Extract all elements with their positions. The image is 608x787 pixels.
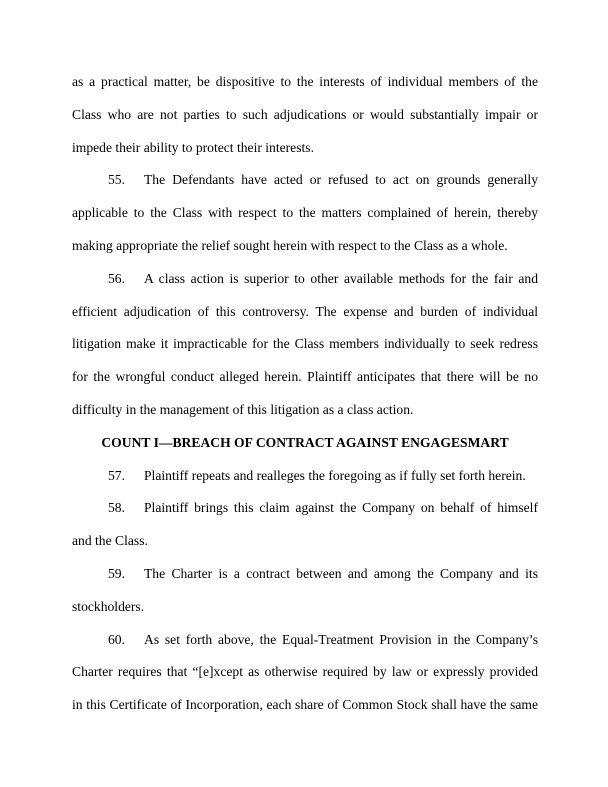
- paragraph-line: Plaintiff brings this claim against the Company on behalf of himself: [144, 500, 538, 516]
- paragraph-57-first-line: [72, 460, 538, 493]
- paragraph-line: A class action is superior to other available methods for the fair and: [144, 270, 538, 286]
- paragraph-line: Charter requires that “[e]xcept as otherwise required by law or expressly provided: [72, 664, 538, 680]
- paragraph-line: and the Class.: [72, 533, 148, 549]
- paragraph-line: for the wrongful conduct alleged herein. Plaintiff anticipates that there will be no: [72, 369, 538, 385]
- paragraph-line: difficulty in the management of this litigation as a class action.: [72, 401, 414, 417]
- paragraph-line: litigation make it impracticable for the Class members individually to seek redress: [72, 336, 538, 352]
- paragraph-number: 58.: [108, 500, 125, 516]
- paragraph-56-first-line: [72, 263, 538, 296]
- paragraph-line: The Defendants have acted or refused to act on grounds generally: [144, 172, 538, 188]
- paragraph-line: impede their ability to protect their interests.: [72, 139, 314, 155]
- paragraph-number: 55.: [108, 172, 125, 188]
- paragraph-line: as a practical matter, be dispositive to the interests of individual members of the: [72, 74, 538, 89]
- count-heading: COUNT I—BREACH OF CONTRACT AGAINST ENGAGESMART: [101, 434, 509, 450]
- paragraph-60-first-line: [72, 624, 538, 657]
- paragraph-number: 57.: [108, 467, 125, 483]
- paragraph-line: stockholders.: [72, 598, 145, 614]
- paragraph-58-first-line: [72, 492, 538, 525]
- paragraph-number: 56.: [108, 270, 125, 286]
- paragraph-line: applicable to the Class with respect to the matters complained of herein, thereby: [72, 205, 538, 221]
- paragraph-line: The Charter is a contract between and among the Company and its: [144, 565, 538, 581]
- paragraph-59-first-line: [72, 558, 538, 591]
- paragraph-55-first-line: [72, 164, 538, 197]
- paragraph-line: Plaintiff repeats and realleges the foregoing as if fully set forth herein.: [144, 467, 526, 483]
- paragraph-line: As set forth above, the Equal-Treatment Provision in the Company’s: [144, 631, 538, 647]
- document-page: [72, 66, 538, 722]
- paragraph-number: 59.: [108, 565, 125, 581]
- paragraph-number: 60.: [108, 631, 125, 647]
- paragraph-line: making appropriate the relief sought herein with respect to the Class as a whole.: [72, 237, 508, 253]
- paragraph-line: in this Certificate of Incorporation, each share of Common Stock shall have the same: [72, 697, 538, 713]
- paragraph-line: efficient adjudication of this controversy. The expense and burden of individual: [72, 303, 538, 319]
- paragraph-line: Class who are not parties to such adjudications or would substantially impair or: [72, 106, 538, 122]
